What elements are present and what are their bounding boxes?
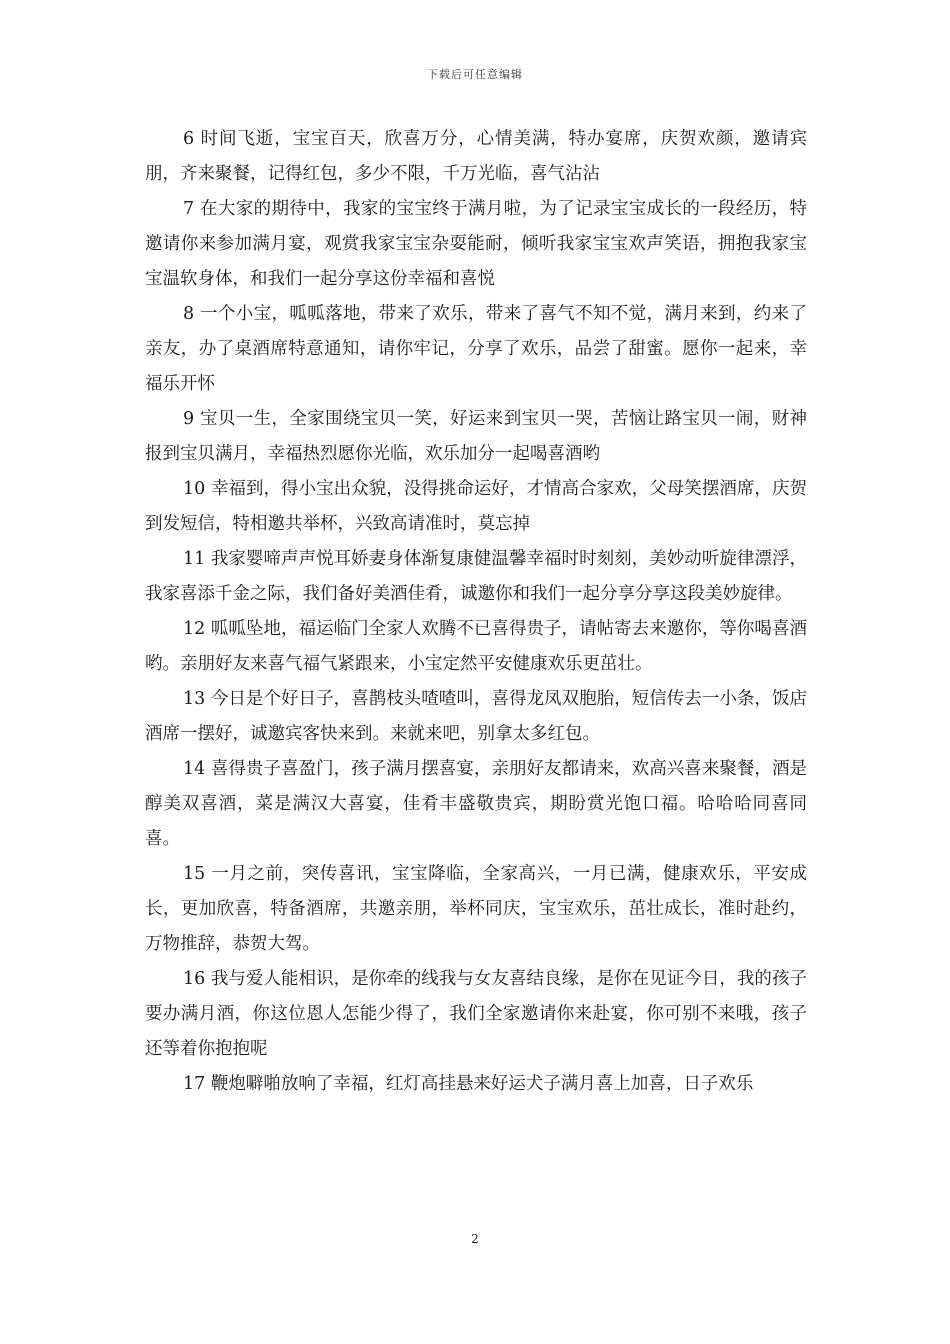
page-number: 2 bbox=[471, 1232, 479, 1246]
paragraph-17: 17 鞭炮噼啪放响了幸福，红灯高挂悬来好运犬子满月喜上加喜，日子欢乐 bbox=[183, 1074, 754, 1094]
page-header: 下载后可任意编辑 bbox=[427, 68, 523, 81]
paragraph-7: 7 在大家的期待中，我家的宝宝终于满月啦，为了记录宝宝成长的一段经历，特邀请你来参加满月宴，观赏我家宝宝杂耍能耐，倾听我家宝宝欢声笑语，拥抱我家宝宝温软身体，和我们一起分享这份幸福和喜悦 bbox=[145, 199, 807, 289]
paragraph-13: 13 今日是个好日子，喜鹊枝头喳喳叫，喜得龙凤双胞胎，短信传去一小条，饭店酒席一摆好，诚邀宾客快来到。来就来吧，别拿太多红包。 bbox=[145, 689, 807, 744]
paragraph-15: 15 一月之前，突传喜讯，宝宝降临，全家高兴，一月已满，健康欢乐，平安成长，更加欣喜，特备酒席，共邀亲朋，举杯同庆，宝宝欢乐，茁壮成长，准时赴约，万物推辞，恭贺大驾。 bbox=[145, 864, 807, 954]
paragraph-11: 11 我家婴啼声声悦耳娇妻身体渐复康健温馨幸福时时刻刻，美妙动听旋律漂浮，我家喜添千金之际，我们备好美酒佳肴，诚邀你和我们一起分享分享这段美妙旋律。 bbox=[145, 549, 807, 604]
paragraph-8: 8 一个小宝，呱呱落地，带来了欢乐，带来了喜气不知不觉，满月来到，约来了亲友，办了桌酒席特意通知，请你牢记，分享了欢乐，品尝了甜蜜。愿你一起来，幸福乐开怀 bbox=[145, 304, 807, 394]
document-body bbox=[145, 122, 807, 1102]
paragraph-12: 12 呱呱坠地，福运临门全家人欢腾不已喜得贵子，请帖寄去来邀你，等你喝喜酒哟。亲朋好友来喜气福气紧跟来，小宝定然平安健康欢乐更茁壮。 bbox=[145, 619, 807, 674]
paragraph-16: 16 我与爱人能相识，是你牵的线我与女友喜结良缘，是你在见证今日，我的孩子要办满月酒，你这位恩人怎能少得了，我们全家邀请你来赴宴，你可别不来哦，孩子还等着你抱抱呢 bbox=[145, 969, 807, 1059]
paragraph-6: 6 时间飞逝，宝宝百天，欣喜万分，心情美满，特办宴席，庆贺欢颜，邀请宾朋，齐来聚餐，记得红包，多少不限，千万光临，喜气沾沾 bbox=[145, 129, 807, 184]
paragraph-10: 10 幸福到，得小宝出众貌，没得挑命运好，才情高合家欢，父母笑摆酒席，庆贺到发短信，特相邀共举杯，兴致高请准时，莫忘掉 bbox=[145, 479, 807, 534]
paragraph-14: 14 喜得贵子喜盈门，孩子满月摆喜宴，亲朋好友都请来，欢高兴喜来聚餐，酒是醇美双喜酒，菜是满汉大喜宴，佳肴丰盛敬贵宾，期盼赏光饱口福。哈哈哈同喜同喜。 bbox=[145, 759, 807, 849]
paragraph-9: 9 宝贝一生，全家围绕宝贝一笑，好运来到宝贝一哭，苦恼让路宝贝一闹，财神报到宝贝满月，幸福热烈愿你光临，欢乐加分一起喝喜酒哟 bbox=[145, 409, 807, 464]
